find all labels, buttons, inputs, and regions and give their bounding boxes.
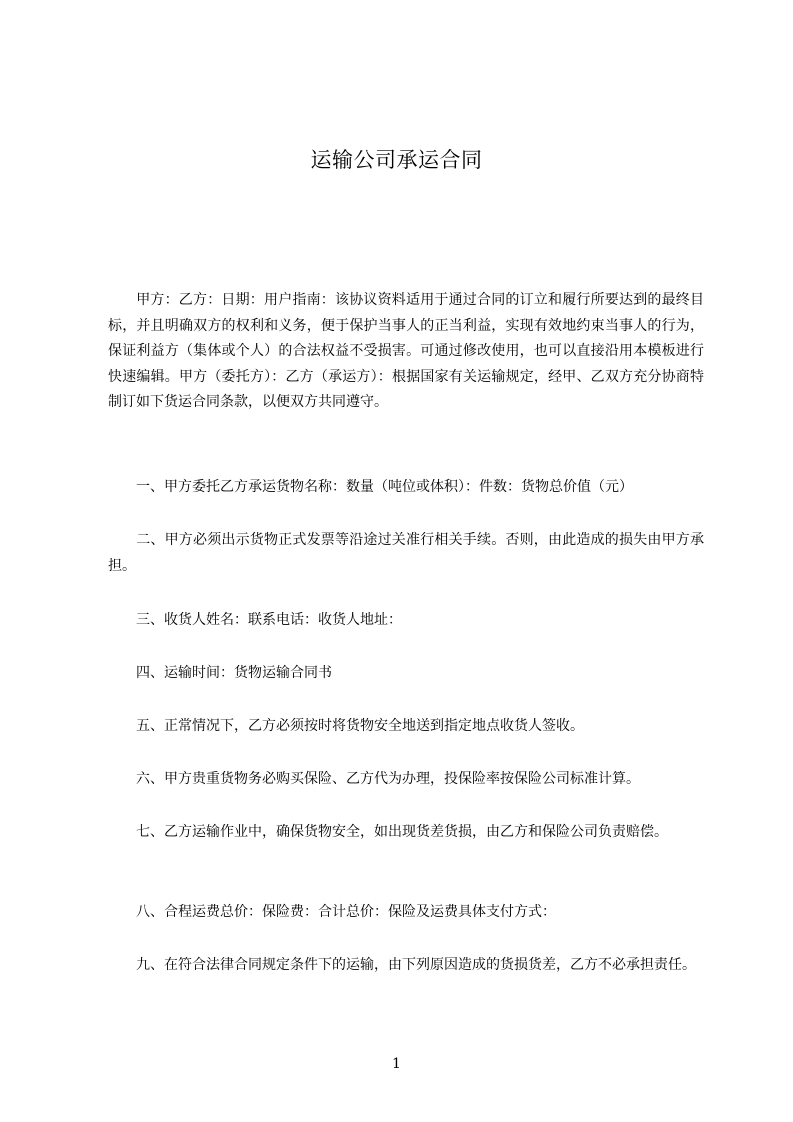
paragraph-clause-8	[108, 900, 704, 926]
page-number: 1	[392, 1056, 401, 1072]
paragraph-text: 三、收货人姓名：联系电话：收货人地址：	[136, 612, 402, 628]
document-title: 运输公司承运合同	[310, 148, 483, 172]
paragraph-text: 六、甲方贵重货物务必购买保险、乙方代为办理，投保险率按保险公司标准计算。	[136, 771, 640, 787]
paragraph-text: 五、正常情况下，乙方必须按时将货物安全地送到指定地点收货人签收。	[136, 718, 584, 734]
paragraph-clause-2	[108, 528, 704, 579]
paragraph-clause-9	[108, 953, 704, 979]
paragraph-clause-5	[108, 714, 704, 740]
paragraph-text: 甲方：乙方：日期：用户指南：该协议资料适用于通过合同的订立和履行所要达到的最终目标，并且明确双方的权利和义务，便于保护当事人的正当利益，实现有效地约束当事人的行为，保证利益方（集体或个人）的合法权益不受损害。可通过修改使用，也可以直接沿用本模板进行快速编辑。甲方（委托方）：乙方（承运方）：根据国家有关运输规定，经甲、乙双方充分协商特制订如下货运合同条款，以便双方共同遵守。	[108, 292, 704, 411]
paragraph-clause-1	[108, 475, 704, 501]
paragraph-text: 九、在符合法律合同规定条件下的运输，由下列原因造成的货损货差，乙方不必承担责任。	[136, 957, 696, 973]
paragraph-intro	[108, 288, 704, 416]
paragraph-clause-7	[108, 820, 704, 846]
paragraph-text: 二、甲方必须出示货物正式发票等沿途过关准行相关手续。否则，由此造成的损失由甲方承担。	[108, 532, 704, 574]
paragraph-clause-3	[108, 608, 704, 634]
paragraph-clause-4	[108, 661, 704, 687]
paragraph-text: 八、合程运费总价：保险费：合计总价：保险及运费具体支付方式：	[136, 904, 556, 920]
paragraph-clause-6	[108, 767, 704, 793]
paragraph-text: 七、乙方运输作业中，确保货物安全，如出现货差货损，由乙方和保险公司负责赔偿。	[136, 824, 668, 840]
paragraph-text: 四、运输时间：货物运输合同书	[136, 665, 332, 681]
paragraph-text: 一、甲方委托乙方承运货物名称：数量（吨位或体积）：件数：货物总价值（元）	[136, 479, 633, 495]
